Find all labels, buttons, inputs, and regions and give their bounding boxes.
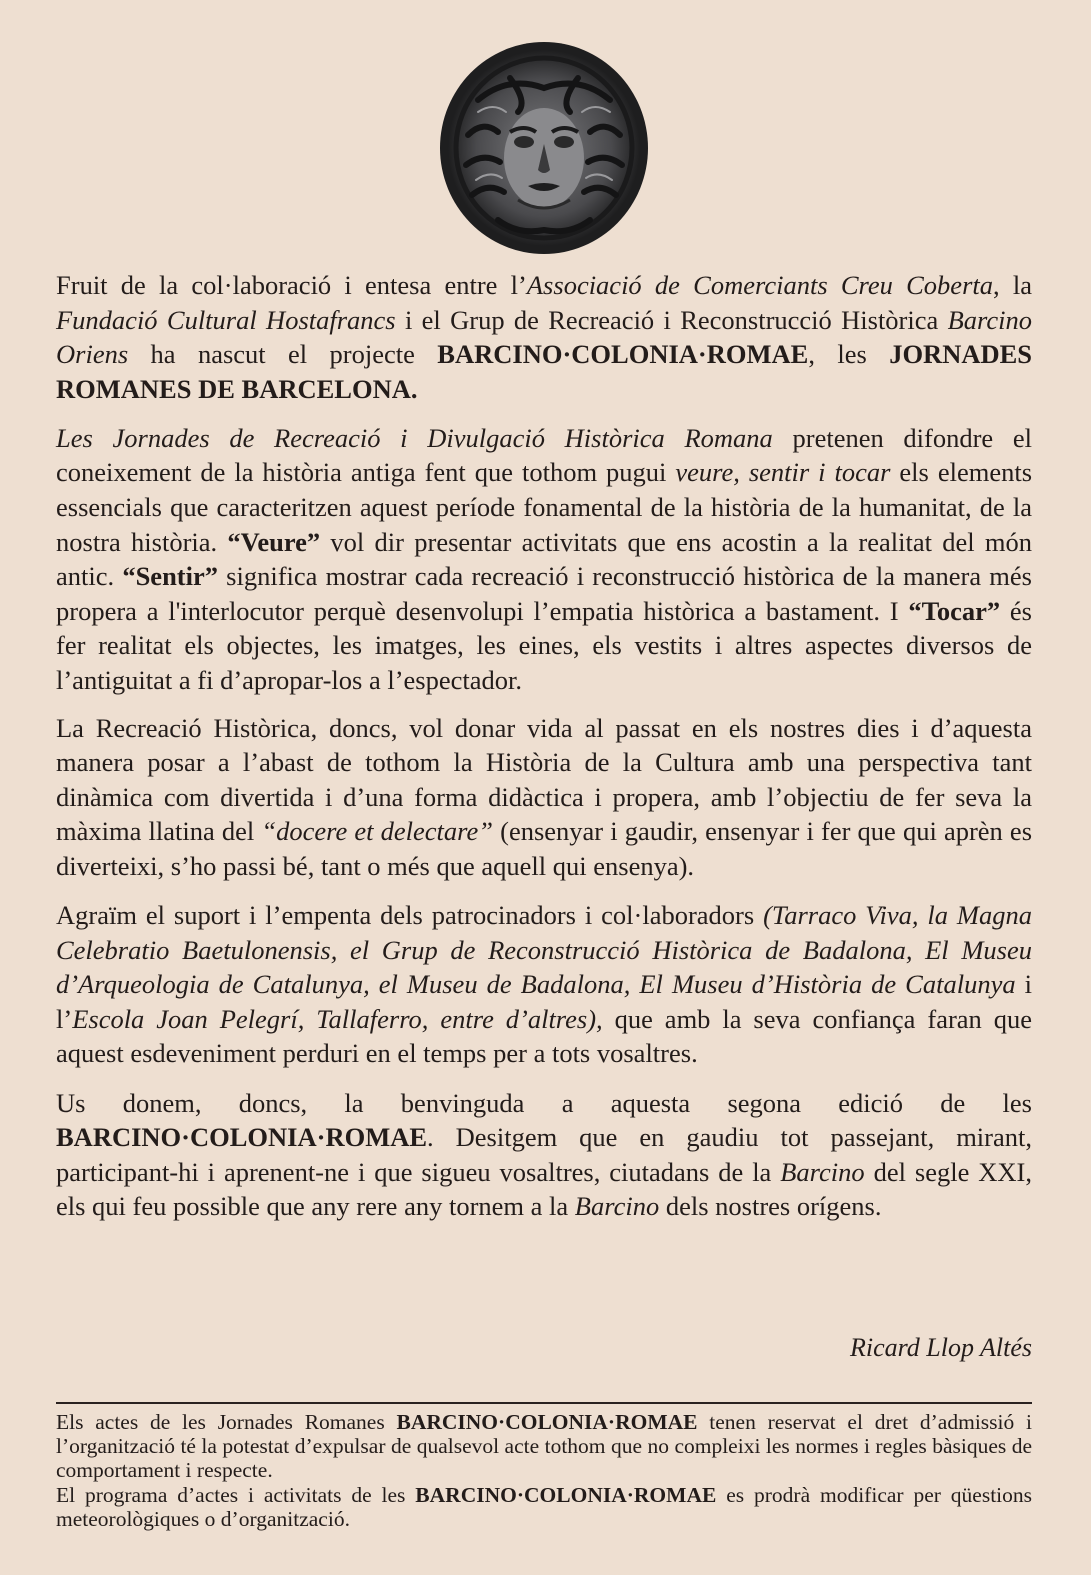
divider bbox=[56, 1402, 1032, 1404]
paragraph-purpose: Les Jornades de Recreació i Divulgació Històrica Romana pretenen difondre el coneixement de la història antiga fent que tothom pugui veure, sentir i tocar els elements essencials que caracteritzen aquest període fonamental de la història de la humanitat, de la nostra història. “Veure” vol dir presentar activitats que ens acostin a la realitat del món antic. “Sentir” significa mostrar cada recreació i reconstrucció històrica de la manera més propera a l'interlocutor perquè desenvolupi l’empatia històrica a bastament. I “Tocar” és fer realitat els objectes, les imatges, les eines, els vestits i altres aspectes diversos de l’antiguitat a fi d’apropar-los a l’espectador. bbox=[56, 422, 1033, 696]
organization-name: Fundació Cultural Hostafrancs bbox=[56, 304, 396, 335]
paragraph-welcome: Us donem, doncs, la benvinguda a aquesta segona edició de les BARCINO·COLONIA·ROMAE. Desitgem que en gaudiu tot passejant, mirant, participant-hi i aprenent-ne i que sigueu vosaltres, ciutadans de la Barcino del segle XXI, els qui feu possible que any rere any tornem a la Barcino dels nostres orígens. bbox=[56, 1087, 1032, 1222]
event-name: JORNADES ROMANES DE BARCELONA. bbox=[56, 339, 1033, 404]
city-name: Barcino bbox=[780, 1156, 865, 1187]
project-name: BARCINO·COLONIA·ROMAE bbox=[396, 1410, 698, 1434]
paragraph-acknowledgements: Agraïm el suport i l’empenta dels patrocinadors i col·laboradors (Tarraco Viva, la Magna Celebratio Baetulonensis, el Grup de Reconstrucció Històrica de Badalona, El Museu d’Arqueologia de Catalunya, el Museu de Badalona, El Museu d’Història de Catalunya i l’Escola Joan Pelegrí, Tallaferro, entre d’altres), que amb la seva confiança faran que aquest esdeveniment perduri en el temps per a tots vosaltres. bbox=[56, 900, 1032, 1069]
project-name: BARCINO·COLONIA·ROMAE bbox=[415, 1482, 717, 1507]
project-name: BARCINO·COLONIA·ROMAE bbox=[56, 1122, 428, 1153]
signature: Ricard Llop Altés bbox=[850, 1333, 1032, 1362]
keyword-veure: “Veure” bbox=[227, 526, 321, 557]
sponsors-list: (Tarraco Viva, la Magna Celebratio Baetulonensis, el Grup de Reconstrucció Històrica de Badalona, El Museu d’Arqueologia de Catalunya, el Museu de Badalona, El Museu d’Història de Catalunya bbox=[56, 900, 1032, 1000]
medusa-medallion-icon bbox=[438, 40, 650, 256]
organization-name: Barcino Oriens bbox=[56, 304, 1033, 370]
sponsors-list: Escola Joan Pelegrí, Tallaferro, entre d’altres), bbox=[72, 1003, 603, 1034]
keyword-sentir: “Sentir” bbox=[122, 561, 218, 592]
paragraph-collaboration: Fruit de la col·laboració i entesa entre l’Associació de Comerciants Creu Coberta, la Fundació Cultural Hostafrancs i el Grup de Recreació i Reconstrucció Històrica Barcino Oriens ha nascut el projecte BARCINO·COLONIA·ROMAE, les JORNADES ROMANES DE BARCELONA. bbox=[56, 270, 1033, 404]
project-name: BARCINO·COLONIA·ROMAE bbox=[437, 339, 809, 370]
event-full-name: Les Jornades de Recreació i Divulgació Històrica Romana bbox=[56, 422, 773, 453]
organization-name: Associació de Comerciants Creu Coberta bbox=[526, 270, 993, 300]
footnote-admission: Els actes de les Jornades Romanes BARCINO·COLONIA·ROMAE tenen reservat el dret d’admissió i l’organització té la potestat d’expulsar de qualsevol acte tothom que no compleixi les normes i regles bàsiques de comportament i respecte. bbox=[56, 1410, 1032, 1483]
paragraph-recreation: La Recreació Històrica, doncs, vol donar vida al passat en els nostres dies i d’aquesta manera posar a l’abast de tothom la Història de la Cultura amb una perspectiva tant dinàmica com divertida i d’una forma didàctica i propera, amb l’objectiu de fer seva la màxima llatina del “docere et delectare” (ensenyar i gaudir, ensenyar i fer que qui aprèn es diverteixi, s’ho passi bé, tant o més que aquell qui ensenya). bbox=[56, 712, 1033, 881]
latin-maxim: “docere et delectare” bbox=[261, 816, 493, 847]
footnote-program-changes: El programa d’actes i activitats de les BARCINO·COLONIA·ROMAE es prodrà modificar per qüestions meteorològiques o d’organització. bbox=[56, 1482, 1033, 1531]
intro-body bbox=[56, 268, 1032, 1238]
footnote bbox=[56, 1410, 1032, 1531]
emphasis: veure, sentir i tocar bbox=[675, 457, 891, 488]
city-name: Barcino bbox=[574, 1191, 660, 1222]
keyword-tocar: “Tocar” bbox=[908, 595, 1001, 626]
